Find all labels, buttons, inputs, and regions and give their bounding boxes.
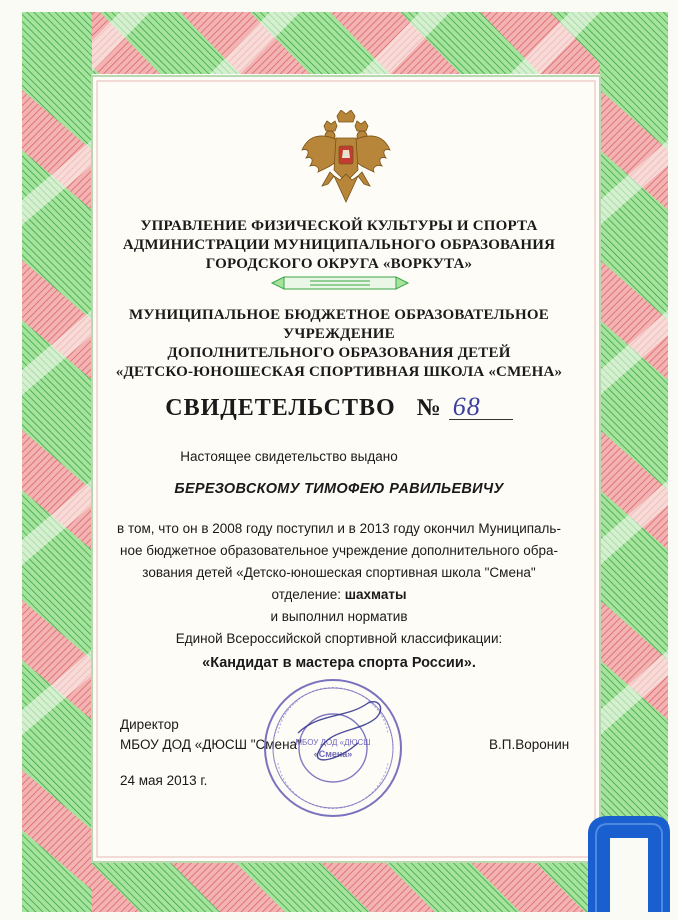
body-line-2: ное бюджетное образовательное учреждение дополнительного обра- <box>120 543 558 558</box>
authority-line-3: ГОРОДСКОГО ОКРУГА «ВОРКУТА» <box>205 256 473 272</box>
body-line-3: зования детей «Детско-юношеская спортивная школа "Смена" <box>142 565 536 580</box>
certificate-number: 68 <box>449 395 513 420</box>
department-line <box>0 584 678 606</box>
institution-line-2: УЧРЕЖДЕНИЕ <box>283 326 395 342</box>
rank-line: «Кандидат в мастера спорта России». <box>202 655 476 671</box>
classification-line: Единой Всероссийской спортивной классификации: <box>175 631 503 646</box>
ribbon-ornament <box>270 273 410 293</box>
number-sign: № <box>416 395 442 421</box>
director-name: В.П.Воронин <box>489 737 570 752</box>
director-org: МБОУ ДОД «ДЮСШ "Смена" <box>120 737 302 752</box>
institution-line-4: «ДЕТСКО-ЮНОШЕСКАЯ СПОРТИВНАЯ ШКОЛА «СМЕНА» <box>115 364 563 380</box>
official-stamp <box>258 673 408 823</box>
norm-line: и выполнил норматив <box>270 609 408 624</box>
stamp-seal-graphic <box>258 673 408 823</box>
authority-line-1: УПРАВЛЕНИЕ ФИЗИЧЕСКОЙ КУЛЬТУРЫ И СПОРТА <box>140 218 538 234</box>
certificate-title <box>0 392 678 422</box>
department-value: шахматы <box>344 587 407 602</box>
institution-line-1: МУНИЦИПАЛЬНОЕ БЮДЖЕТНОЕ ОБРАЗОВАТЕЛЬНОЕ <box>129 307 549 323</box>
title-text: СВИДЕТЕЛЬСТВО <box>165 395 396 421</box>
stamp-center-line-1: МБОУ ДОД «ДЮСШ <box>295 738 371 747</box>
director-title: Директор <box>120 717 179 732</box>
department-label: отделение: <box>271 587 342 602</box>
institution-line-3: ДОПОЛНИТЕЛЬНОГО ОБРАЗОВАНИЯ ДЕТЕЙ <box>167 345 511 361</box>
stamp-center-line-2: «Смена» <box>313 749 353 759</box>
body-line-1: в том, что он в 2008 году поступил и в 2013 году окончил Муниципаль- <box>117 521 561 536</box>
watermark-logo <box>582 812 672 914</box>
authority-line-2: АДМИНИСТРАЦИИ МУНИЦИПАЛЬНОГО ОБРАЗОВАНИЯ <box>122 237 556 253</box>
issue-date: 24 мая 2013 г. <box>120 773 208 788</box>
recipient-name: БЕРЕЗОВСКОМУ ТИМОФЕЮ РАВИЛЬЕВИЧУ <box>174 481 504 497</box>
issued-to-text: Настоящее свидетельство выдано <box>180 449 398 464</box>
coat-of-arms-emblem <box>300 110 392 206</box>
